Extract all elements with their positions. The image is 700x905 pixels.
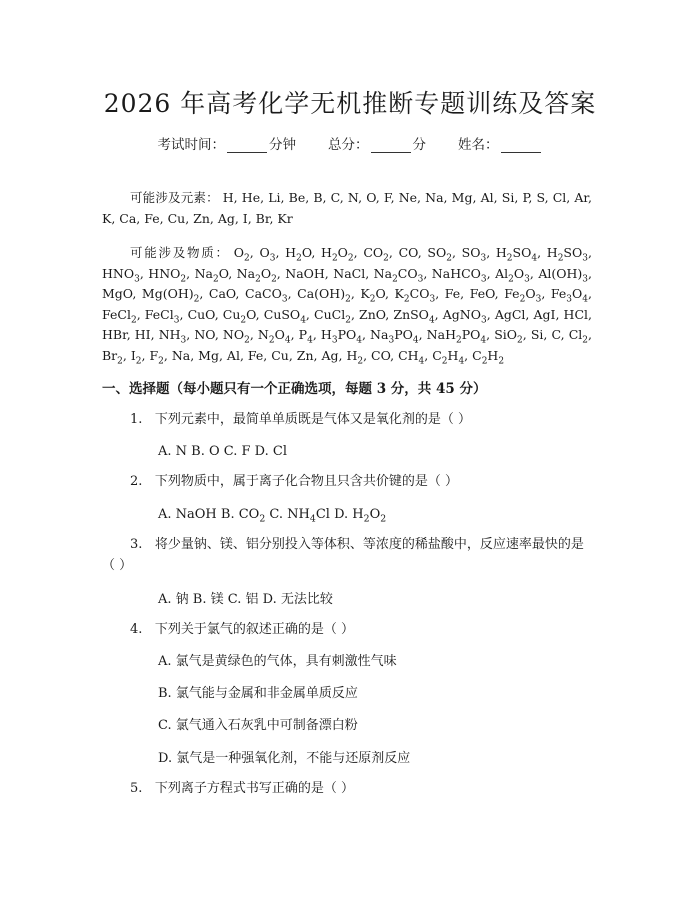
question-1-number: 1. [130, 412, 143, 427]
question-4-text: 下列关于氯气的叙述正确的是（ ） [154, 622, 354, 637]
elements-label: 可能涉及元素： [130, 190, 219, 205]
elements-list: H, He, Li, Be, B, C, N, O, F, Ne, Na, Mg, Al, Si, P, S, Cl, Ar, K, Ca, Fe, Cu, Zn, Ag, I, Br, Kr [102, 190, 592, 226]
question-4-option-a: A. 氯气是黄绿色的气体，具有刺激性气味 [158, 654, 397, 669]
name-field [458, 133, 543, 153]
total-score-field [328, 133, 426, 153]
question-3 [102, 534, 592, 576]
elements-paragraph [102, 188, 592, 229]
question-1-text: 下列元素中，最简单单质既是气体又是氧化剂的是（ ） [154, 412, 471, 427]
question-4-option-c: C. 氯气通入石灰乳中可制备漂白粉 [158, 718, 358, 733]
total-score-blank [371, 138, 411, 153]
question-3-text: 将少量钠、镁、铝分别投入等体积、等浓度的稀盐酸中，反应速率最快的是（ ） [102, 537, 584, 573]
exam-time-field [158, 133, 297, 153]
question-3-options: A. 钠 B. 镁 C. 铝 D. 无法比较 [158, 592, 333, 607]
question-5-number: 5. [130, 781, 143, 796]
question-4-option-b: B. 氯气能与金属和非金属单质反应 [158, 686, 358, 701]
total-score-label: 总分： [328, 137, 369, 153]
exam-time-blank [227, 138, 267, 153]
exam-time-unit: 分钟 [269, 137, 296, 153]
exam-info-line [0, 133, 700, 153]
question-1 [102, 409, 592, 431]
name-label: 姓名： [458, 137, 499, 153]
question-2-text: 下列物质中，属于离子化合物且只含共价键的是（ ） [154, 474, 458, 489]
question-3-number: 3. [130, 537, 143, 552]
document-title: 2026 年高考化学无机推断专题训练及答案 [103, 89, 597, 118]
question-5 [102, 778, 592, 800]
total-score-unit: 分 [412, 137, 426, 153]
question-1-options: A. N B. O C. F D. Cl [158, 444, 287, 459]
substances-paragraph [102, 243, 592, 366]
question-2-options: A. NaOH B. $CO_2$ C. $NH_4Cl$ D. $H_2O_2$ [158, 507, 387, 525]
substances-list: $O_2$, $O_3$, $H_2O$, $H_2O_2$, $CO_2$, CO, $SO_2$, $SO_3$, $H_2SO_4$, $H_2SO_3$, $HNO_3$, $HNO_2$, $Na_2O$, $Na_2O_2$, NaOH, NaCl, $Na_2CO_3$, NaHCO$_3$, $Al_2O_3$, $Al(OH)_3$, MgO, $Mg(OH)_2$, CaO, CaCO$_3$, $Ca(OH)_2$, $K_2O$, $K_2CO_3$, Fe, FeO, $Fe_2O_3$, $Fe_3O_4$, FeCl$_2$, FeCl$_3$, CuO, $Cu_2O$, CuSO$_4$, CuCl$_2$, ZnO, ZnSO$_4$, AgNO$_3$, AgCl, AgI, HCl, HBr, HI, $NH_3$, NO, $NO_2$, $N_2O_4$, $P_4$, $H_3PO_4$, $Na_3PO_4$, $NaH_2PO_4$, SiO$_2$, Si, C, $Cl_2$, $Br_2$, $I_2$, $F_2$, Na, Mg, Al, Fe, Cu, Zn, Ag, $H_2$, CO, $CH_4$, $C_2H_4$, $C_2H_2$ [102, 245, 592, 366]
name-blank [501, 138, 541, 153]
question-2 [102, 471, 592, 493]
question-4-option-d: D. 氯气是一种强氧化剂，不能与还原剂反应 [158, 751, 411, 766]
exam-time-label: 考试时间： [157, 137, 225, 153]
section-heading-multiple-choice: 一、选择题（每小题只有一个正确选项，每题 3 分，共 45 分） [102, 381, 487, 397]
substances-label: 可能涉及物质： [130, 245, 230, 260]
question-5-text: 下列离子方程式书写正确的是（ ） [154, 781, 354, 796]
question-4 [102, 619, 592, 641]
question-2-number: 2. [130, 474, 143, 489]
question-4-number: 4. [130, 622, 143, 637]
